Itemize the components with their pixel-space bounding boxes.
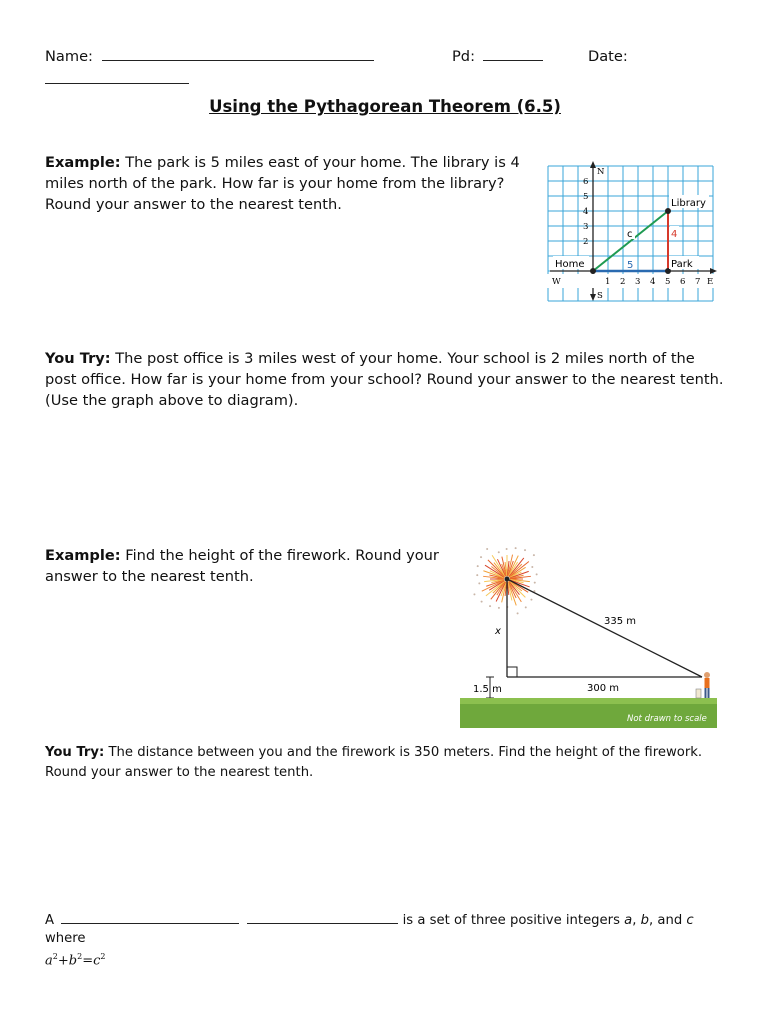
burst-spark	[478, 582, 480, 584]
firework-burst-icon	[473, 547, 537, 614]
eq-plus: +	[57, 953, 69, 969]
coordinate-graph	[545, 158, 720, 308]
firework-diagram	[460, 538, 717, 728]
x-tick-label: 6	[680, 277, 686, 287]
and-text: , and	[649, 913, 687, 928]
distance-line	[507, 579, 702, 677]
youtry2-label: You Try:	[45, 745, 105, 760]
example1-label: Example:	[45, 154, 121, 171]
x-tick-label: 4	[650, 277, 656, 287]
x-tick-label: 5	[665, 277, 671, 287]
y-tick-label: 3	[583, 222, 589, 232]
pd-blank[interactable]	[483, 46, 543, 61]
name-label: Name:	[45, 48, 93, 65]
burst-spark	[524, 549, 526, 551]
horizontal-leg-label: 5	[627, 260, 634, 271]
example1-body: The park is 5 miles east of your home. The library is 4 miles north of the park. How far is your home from the library? Round your answer to the nearest tenth.	[45, 154, 520, 213]
youtry2-body: The distance between you and the firework is 350 meters. Find the height of the firework. Round your answer to the nearest tenth.	[45, 745, 703, 780]
name-field	[45, 46, 374, 67]
burst-spark	[536, 573, 538, 575]
vertical-leg-label: 4	[671, 229, 678, 240]
date-field	[588, 46, 628, 67]
eq-equals: =	[82, 953, 94, 969]
burst-spark	[473, 593, 475, 595]
eq-c: c	[93, 953, 101, 969]
eq-a: a	[45, 953, 53, 969]
where-text: where	[45, 931, 86, 946]
youtry1-label: You Try:	[45, 350, 111, 367]
east-label: E	[707, 277, 714, 287]
burst-spark	[506, 548, 508, 550]
west-label: W	[552, 277, 561, 287]
youtry1-text	[45, 348, 725, 411]
pd-field	[452, 46, 543, 67]
burst-spark	[498, 551, 500, 553]
eq-b: b	[68, 953, 78, 969]
definition-blank-1[interactable]	[61, 909, 239, 924]
y-tick-label: 4	[583, 207, 589, 217]
example1-text	[45, 152, 535, 215]
var-b: b	[640, 913, 650, 928]
burst-spark	[515, 547, 517, 549]
burst-spark	[530, 599, 532, 601]
right-angle-mark	[507, 667, 517, 677]
burst-spark	[533, 554, 535, 556]
example2-label: Example:	[45, 547, 121, 564]
page-title: Using the Pythagorean Theorem (6.5)	[209, 97, 561, 116]
y-tick-labels	[583, 177, 588, 247]
height-label: x	[495, 626, 501, 637]
scale-note: Not drawn to scale	[627, 714, 707, 724]
eq-b-exp: 2	[77, 952, 83, 961]
hypotenuse-label: c	[627, 229, 633, 240]
burst-spark	[481, 601, 483, 603]
x-tick-label: 7	[695, 277, 701, 287]
date-label: Date:	[588, 48, 628, 65]
x-tick-label: 2	[620, 277, 626, 287]
park-label: Park	[671, 259, 693, 270]
library-label: Library	[671, 198, 706, 209]
var-a: a	[624, 913, 633, 928]
y-tick-label: 6	[583, 177, 589, 187]
burst-spark	[531, 566, 533, 568]
burst-spark	[486, 548, 488, 550]
pythagorean-equation	[45, 952, 105, 968]
burst-spark	[525, 606, 527, 608]
burst-spark	[477, 565, 479, 567]
eq-a-exp: 2	[52, 952, 58, 961]
definition-blank-2[interactable]	[247, 909, 398, 924]
name-blank[interactable]	[102, 46, 374, 61]
burst-spark	[517, 612, 519, 614]
burst-spark	[480, 556, 482, 558]
example2-body: Find the height of the firework. Round your answer to the nearest tenth.	[45, 547, 439, 585]
home-point	[590, 268, 596, 274]
comma-1: ,	[632, 913, 641, 928]
youtry1-body: The post office is 3 miles west of your home. Your school is 2 miles north of the post office. How far is your home from your school? Round your answer to the nearest tenth. (Use the graph above to diagram).	[45, 350, 724, 409]
base-distance-label: 300 m	[587, 683, 620, 694]
burst-spark	[489, 605, 491, 607]
definition-prefix: A	[45, 913, 55, 928]
south-arrow-icon	[590, 294, 596, 301]
pd-label: Pd:	[452, 48, 475, 65]
y-tick-label: 2	[583, 237, 589, 247]
youtry2-text	[45, 743, 725, 783]
var-c: c	[686, 913, 694, 928]
x-tick-label: 3	[635, 277, 641, 287]
x-tick-label: 1	[605, 277, 611, 287]
north-label: N	[597, 167, 605, 177]
definition-suffix: is a set of three positive integers	[398, 913, 625, 928]
date-blank[interactable]	[45, 70, 189, 84]
definition-text	[45, 909, 725, 931]
person-icon	[696, 672, 710, 698]
burst-spark	[498, 607, 500, 609]
south-label: S	[597, 291, 603, 301]
home-label: Home	[555, 259, 585, 270]
north-arrow-icon	[590, 161, 596, 168]
eye-height-label: 1.5 m	[473, 684, 502, 695]
burst-spark	[476, 574, 478, 576]
burst-spark	[534, 582, 536, 584]
eq-c-exp: 2	[100, 952, 106, 961]
y-tick-label: 5	[583, 192, 589, 202]
hypotenuse-distance-label: 335 m	[604, 616, 637, 627]
example2-text	[45, 545, 445, 587]
